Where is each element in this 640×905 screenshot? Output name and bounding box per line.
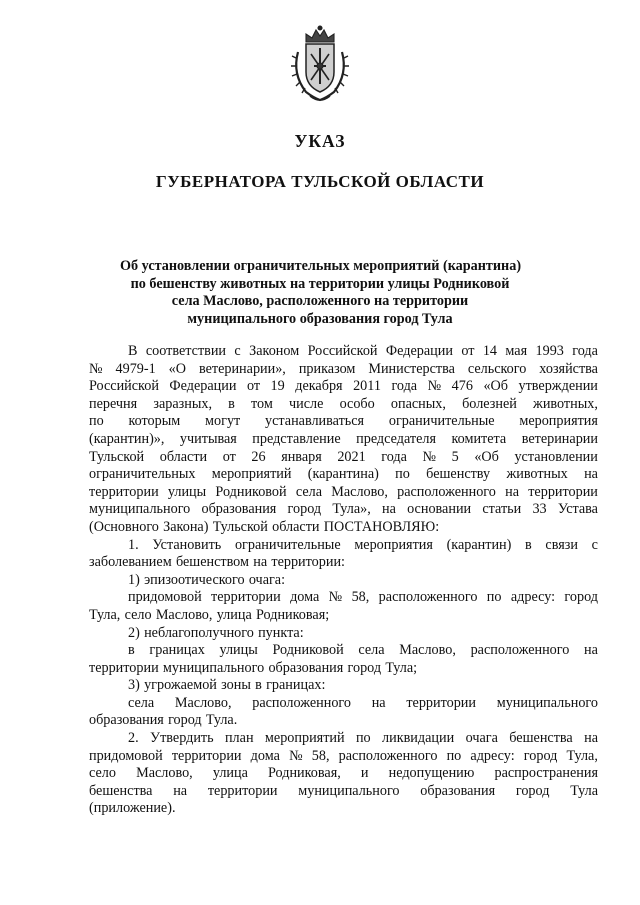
- body-line: бешенства на территории муниципального образования город Тула: [89, 782, 598, 799]
- body-line: В соответствии с Законом Российской Федерации от 14 мая 1993 года: [128, 343, 598, 359]
- body-line: села Маслово, расположенного на территории муниципального: [128, 694, 598, 711]
- body-line: Российской Федерации от 19 декабря 2011 года № 476 «Об утверждении: [89, 378, 598, 395]
- body-line: заболеванием бешенством на территории:: [89, 554, 345, 571]
- body-line: 2) неблагополучного пункта:: [128, 624, 304, 641]
- body-line: образования город Тула.: [89, 712, 238, 729]
- body-line: Тула, село Маслово, улица Родниковая;: [89, 606, 330, 623]
- body-line: в границах улицы Родниковой села Маслово, расположенного на: [128, 642, 598, 659]
- body-line: по которым могут устанавливаться ограничительные мероприятия: [89, 413, 598, 430]
- decree-title: УКАЗ: [294, 131, 346, 151]
- body-line: село Маслово, улица Родниковая, и недопущению распространения: [89, 765, 598, 782]
- body-line: (приложение).: [89, 800, 176, 817]
- body-line: Тульской области от 26 января 2021 года № 5 «Об установлении: [89, 448, 598, 465]
- subject-line: села Маслово, расположенного на территории: [171, 293, 469, 310]
- body-line: территории муниципального образования город Тула;: [89, 659, 418, 676]
- body-line: 3) угрожаемой зоны в границах:: [128, 677, 326, 694]
- subject-line: Об установлении ограничительных мероприятий (карантина): [120, 258, 522, 274]
- body-line: 1) эпизоотического очага:: [128, 571, 286, 588]
- body-line: № 4979-1 «О ветеринарии», приказом Министерства сельского хозяйства: [89, 360, 598, 377]
- body-line: придомовой территории дома № 58, расположенного по адресу: город Тула,: [89, 747, 598, 764]
- tula-coat-of-arms-icon: [284, 22, 356, 104]
- body-line: придомовой территории дома № 58, расположенного по адресу: город: [128, 589, 598, 606]
- decree-authority: ГУБЕРНАТОРА ТУЛЬСКОЙ ОБЛАСТИ: [155, 172, 485, 191]
- body-line: перечня заразных, в том числе особо опасных, болезней животных,: [89, 395, 598, 412]
- body-line: территории улицы Родниковой села Маслово, расположенного на территории: [89, 483, 598, 500]
- decree-subject: [120, 258, 520, 328]
- body-line: 1. Установить ограничительные мероприятия (карантин) в связи с: [128, 536, 598, 553]
- decree-body: [89, 343, 598, 818]
- subject-line: муниципального образования город Тула: [187, 310, 453, 327]
- body-line: 2. Утвердить план мероприятий по ликвидации очага бешенства на: [128, 730, 598, 747]
- body-line: (Основного Закона) Тульской области ПОСТАНОВЛЯЮ:: [89, 518, 440, 535]
- body-line: муниципального образования город Тула», на основании статьи 33 Устава: [89, 501, 598, 518]
- body-line: (карантин)», учитывая представление председателя комитета ветеринарии: [89, 430, 598, 447]
- body-line: ограничительных мероприятий (карантина) по бешенству животных на: [89, 466, 598, 483]
- subject-line: по бешенству животных на территории улицы Родниковой: [130, 275, 510, 292]
